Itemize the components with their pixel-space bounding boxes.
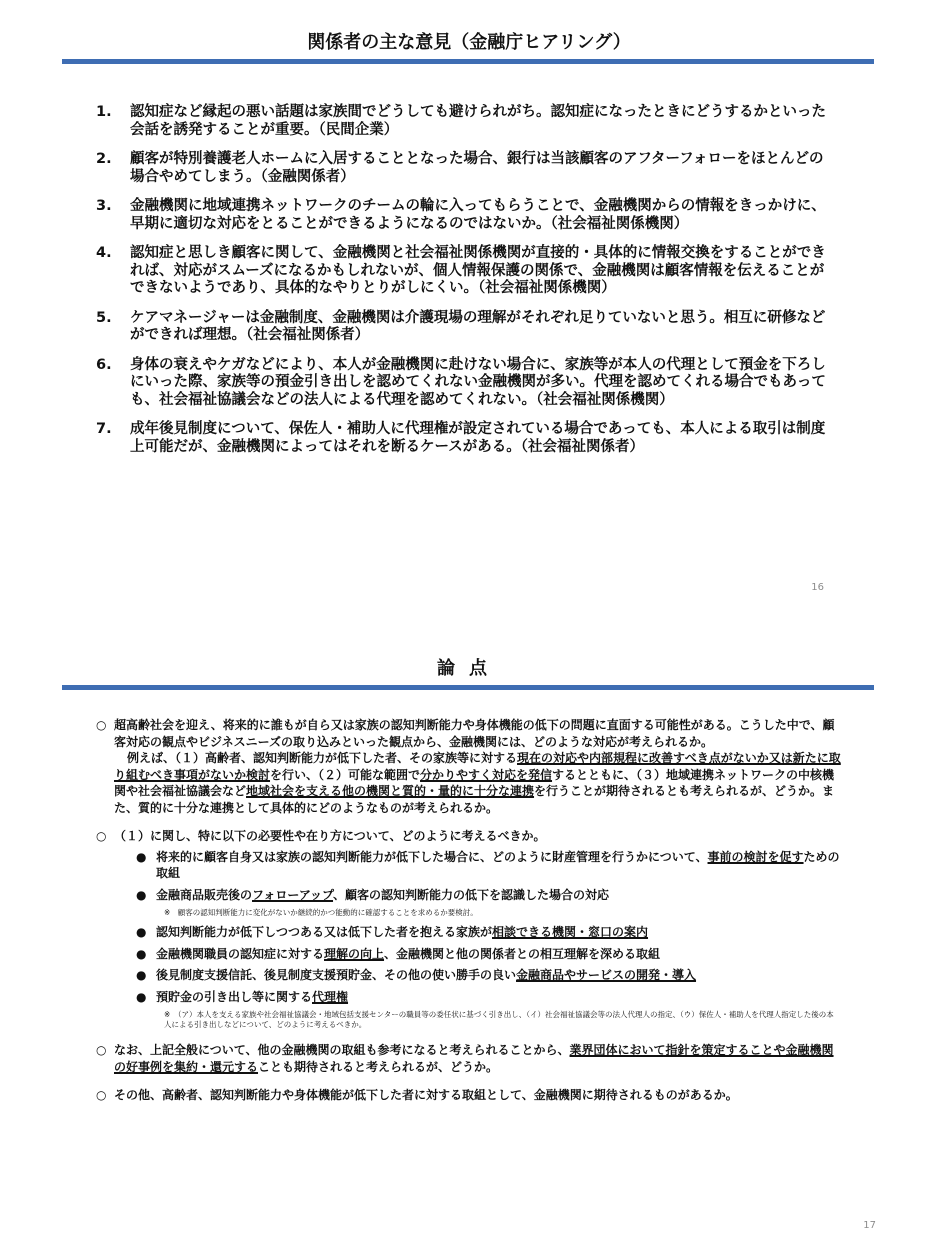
plain-text: を行い、（２）可能な範囲で: [270, 767, 421, 782]
bullet-item: ● 預貯金の引き出し等に関する代理権: [136, 989, 349, 1004]
opinion-item: [96, 198, 838, 233]
opinion-item: [96, 357, 838, 410]
footnote: ※ 顧客の認知判断能力に変化がないか継続的かつ能動的に確認することを求めるか要検討。: [164, 908, 478, 917]
slide-issues: [0, 632, 938, 1253]
circle-icon: ○: [96, 718, 107, 732]
item-text: 顧客が特別養護老人ホームに入居することとなった場合、銀行は当該顧客のアフターフォローをほとんどの場合やめてしまう。（金融関係者）: [130, 151, 824, 185]
item-number: 5.: [96, 309, 112, 326]
opinion-item: [96, 310, 838, 345]
bullet-icon: ●: [136, 989, 147, 1004]
issue-bullet-list: [114, 849, 841, 1031]
item-text: 金融機関に地域連携ネットワークのチームの輪に入ってもらうことで、金融機関からの情報をきっかけに、早期に適切な対応をとることができるようになるのではないか。（社会福祉関係機関）: [130, 198, 826, 232]
slide-opinions: [0, 0, 938, 615]
bullet-icon: ●: [136, 849, 147, 864]
issue-text-example: [114, 750, 841, 816]
bullet-item: ● 認知判断能力が低下しつつある又は低下した者を抱える家族が相談できる機関・窓口の案内: [136, 925, 649, 939]
page-number: 17: [863, 1220, 876, 1231]
title-rule: [62, 685, 874, 690]
bullet-item: ● 後見制度支援信託、後見制度支援預貯金、その他の使い勝手の良い金融商品やサービスの開発・導入: [136, 968, 697, 982]
bullet-icon: ●: [136, 968, 147, 982]
bullet-icon: ●: [136, 887, 147, 902]
issue-paragraph-4: ○ その他、高齢者、認知判断能力や身体機能が低下した者に対する取組として、金融機関に期待されるものがあるか。: [96, 1088, 738, 1102]
issue-paragraph-1: [96, 717, 841, 816]
opinion-item: [96, 245, 838, 298]
issue-text: （１）に関し、特に以下の必要性や在り方について、どのように考えるべきか。: [114, 829, 546, 843]
slide-title: 関係者の主な意見（金融庁ヒアリング）: [307, 32, 631, 53]
issue-paragraph-3: ○ なお、上記全般について、他の金融機関の取組も参考になると考えられることから、業界団体において指針を策定することや金融機関の好事例を集約・還元することも期待されると考えられるが、どうか。: [96, 1043, 834, 1074]
opinion-list: [96, 104, 838, 468]
bullet-icon: ●: [136, 946, 147, 961]
circle-icon: ○: [96, 1088, 107, 1102]
slide-title: 論点: [437, 658, 501, 679]
plain-text: 例えば、（１）高齢者、認知判断能力が低下した者、その家族等に対する: [127, 751, 518, 765]
opinion-item: [96, 104, 838, 139]
item-number: 1.: [96, 104, 112, 120]
emphasis-text: 分かりやすく対応を発信: [420, 767, 553, 782]
emphasis-text: 現在の対応や内部規程に改善すべき点がないか又は新たに取り組むべき事項がないか検討: [114, 751, 841, 782]
item-text: 認知症と思しき顧客に関して、金融機関と社会福祉関係機関が直接的・具体的に情報交換をすることができれば、対応がスムーズになるかもしれないが、個人情報保護の関係で、金融機関は顧客情報を伝えることができないようであり、具体的なやりとりがしにくい。（社会福祉関係機関）: [130, 245, 826, 296]
item-text: ケアマネージャーは金融制度、金融機関は介護現場の理解がそれぞれ足りていないと思う。相互に研修などができれば理想。（社会福祉関係者）: [130, 309, 826, 343]
bullet-item: ● 金融商品販売後のフォローアップ、顧客の認知判断能力の低下を認識した場合の対応: [136, 887, 610, 902]
bullet-icon: ●: [136, 925, 147, 939]
item-number: 7.: [96, 421, 112, 437]
opinion-item: [96, 151, 838, 186]
item-text: 成年後見制度について、保佐人・補助人に代理権が設定されている場合であっても、本人による取引は制度上可能だが、金融機関によってはそれを断るケースがある。（社会福祉関係者）: [130, 421, 826, 455]
item-text: 認知症など縁起の悪い話題は家族間でどうしても避けられがち。認知症になったときにどうするかといった会話を誘発することが重要。（民間企業）: [130, 104, 826, 138]
issue-text: 超高齢社会を迎え、将来的に誰もが自ら又は家族の認知判断能力や身体機能の低下の問題に直面する可能性がある。こうした中で、顧客対応の観点やビジネスニーズの取り込みといった観点から、金融機関には、どのような対応が考えられるか。: [114, 718, 835, 749]
footnote: ※ （ア）本人を支える家族や社会福祉協議会・地域包括支援センターの職員等の委任状に基づく引き出し、（イ）社会福祉協議会等の法人代理人の指定、（ウ）保佐人・補助人を代理人指定した後の本人による引き出しなどについて、どのように考えるべきか。: [164, 1010, 834, 1029]
issue-paragraph-2: [96, 828, 841, 1030]
opinion-item: [96, 421, 838, 456]
item-text: 身体の衰えやケガなどにより、本人が金融機関に赴けない場合に、家族等が本人の代理として預金を下ろしにいった際、家族等の預金引き出しを認めてくれない金融機関が多い。代理を認めてくれる場合でもあっても、社会福祉協議会などの法人による代理を認めてくれない。（社会福祉関係機関）: [130, 356, 826, 408]
circle-icon: ○: [96, 829, 107, 843]
item-number: 6.: [96, 356, 112, 373]
emphasis-text: 地域社会を支える他の機関と質的・量的に十分な連携: [246, 784, 535, 798]
issues-body: [96, 717, 841, 1116]
circle-icon: ○: [96, 1043, 107, 1057]
plain-text: を行うことが期待されるとも考えられるが、どうか。また、質的に十分な連携として具体的にどのようなものが考えられるか。: [114, 784, 835, 815]
title-rule: [62, 59, 874, 64]
item-number: 3.: [96, 198, 112, 214]
item-number: 4.: [96, 245, 112, 261]
plain-text: するとともに、（３）地域連携ネットワークの中核機関や社会福祉協議会など: [114, 767, 835, 798]
page-number: 16: [811, 582, 824, 593]
bullet-item: ● 金融機関職員の認知症に対する理解の向上、金融機関と他の関係者との相互理解を深める取組: [136, 946, 661, 961]
bullet-item: ● 将来的に顧客自身又は家族の認知判断能力が低下した場合に、どのように財産管理を行うかについて、事前の検討を促すための取組: [136, 849, 840, 880]
item-number: 2.: [96, 151, 112, 167]
